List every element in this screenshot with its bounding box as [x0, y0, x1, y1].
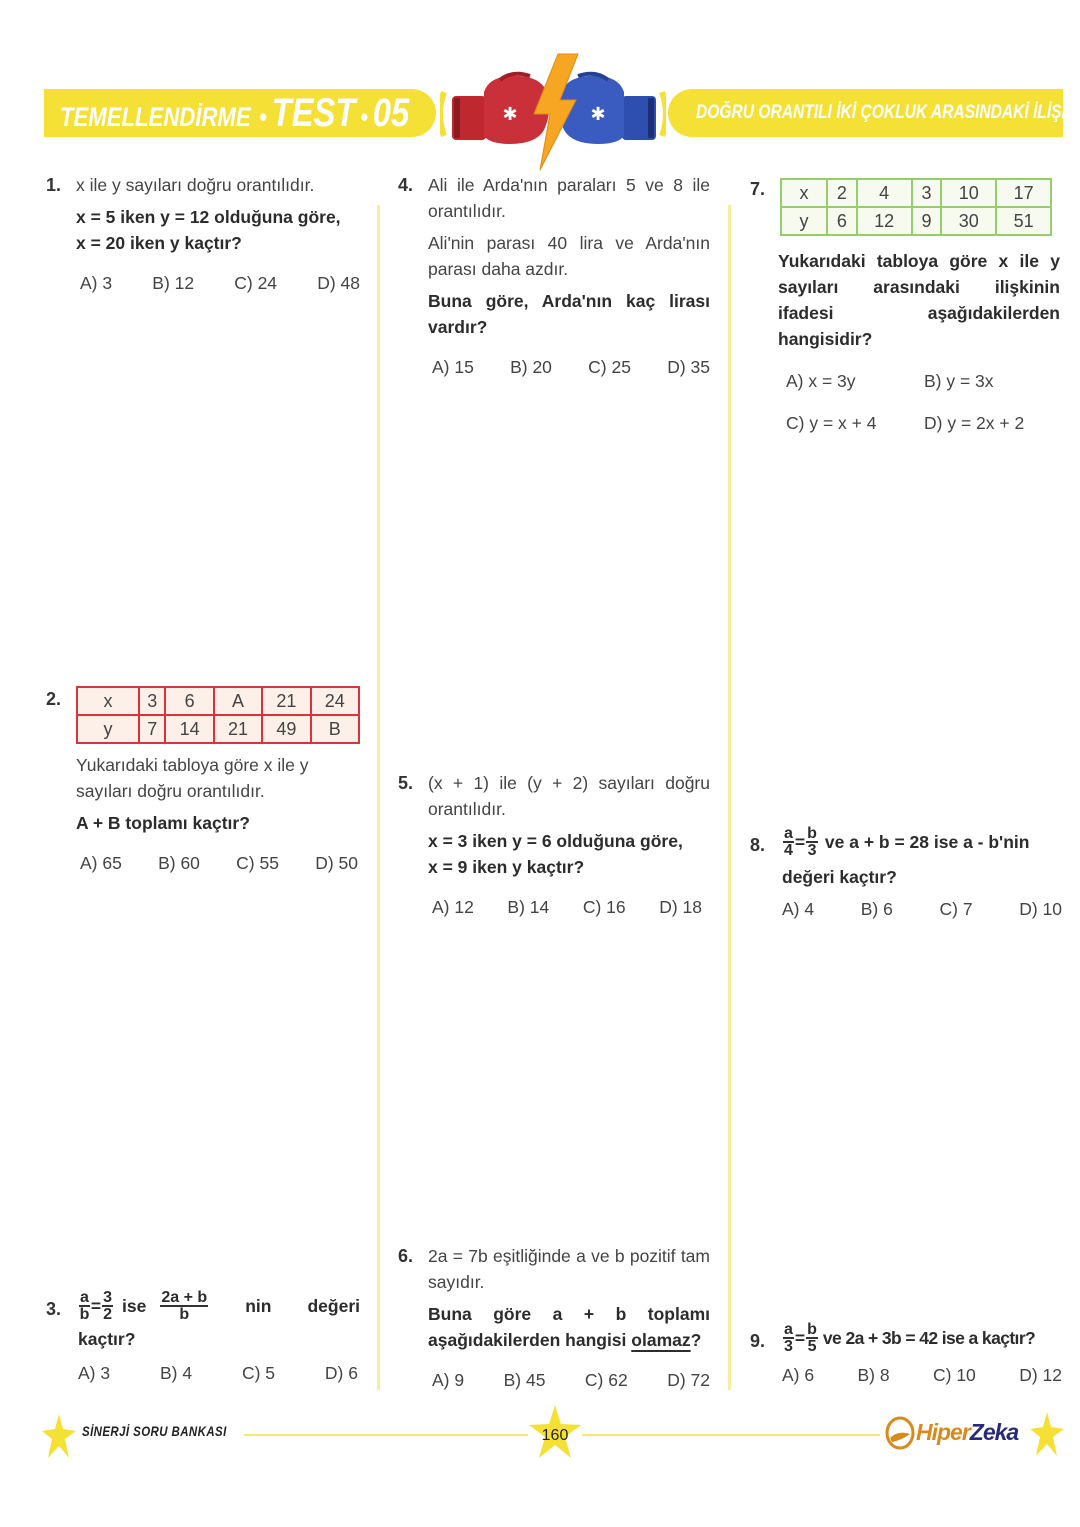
option-a[interactable]: A) 6: [782, 1365, 815, 1385]
table-cell: 51: [996, 207, 1051, 235]
answer-options: [786, 368, 1062, 436]
option-b[interactable]: B) 6: [860, 899, 893, 919]
test-title: TEMELLENDİRME • TEST • 05: [60, 90, 410, 135]
logo-text-hiper: Hiper: [916, 1418, 970, 1445]
option-d[interactable]: D) 48: [317, 273, 360, 293]
option-b[interactable]: B) 14: [507, 897, 550, 917]
question-6: [398, 1243, 710, 1393]
option-b[interactable]: B) 8: [857, 1365, 890, 1385]
table-cell: x: [781, 179, 827, 207]
emphasis-underlined: olamaz: [631, 1330, 691, 1350]
boxing-gloves-icon: [440, 52, 666, 172]
fraction: $\frac{a}{b}$: [79, 1289, 90, 1323]
option-b[interactable]: B) y = 3x: [924, 371, 994, 391]
table-row-x: [781, 179, 1051, 207]
footer-line: [582, 1434, 880, 1436]
option-c[interactable]: C) 24: [234, 273, 278, 293]
question-5: [398, 770, 710, 920]
table-cell: 9: [912, 207, 942, 235]
table-cell: x: [77, 687, 139, 715]
question-number: 8.: [750, 835, 766, 855]
question-2: [46, 686, 360, 876]
option-a[interactable]: A) 65: [80, 853, 122, 873]
table-row-y: [77, 715, 359, 743]
table-cell: y: [77, 715, 139, 743]
option-c[interactable]: C) 62: [584, 1370, 628, 1390]
prompt-line: x = 20 iken y kaçtır?: [76, 233, 242, 253]
answer-options: [428, 354, 710, 380]
value-table: [780, 178, 1052, 236]
option-d[interactable]: D) 35: [667, 357, 710, 377]
topic-title: DOĞRU ORANTILI İKİ ÇOKLUK ARASINDAKİ İLİŞKİ: [696, 102, 1078, 123]
option-d[interactable]: D) y = 2x + 2: [924, 413, 1025, 433]
table-cell: B: [311, 715, 359, 743]
option-a[interactable]: A) x = 3y: [786, 371, 856, 391]
question-prompt: $\frac{a}{4}$ = $\frac{b}{3}$ ve a + b = 28 ise a - b'nin: [784, 825, 1030, 859]
table-cell: 6: [165, 687, 213, 715]
question-number: 1.: [46, 175, 62, 195]
question-number: 7.: [750, 179, 766, 199]
option-c[interactable]: C) 16: [582, 897, 626, 917]
fraction: $\frac{a}{4}$: [784, 825, 793, 859]
prompt-line: değeri kaçtır?: [782, 867, 897, 887]
table-cell: 17: [996, 179, 1051, 207]
answer-options: [782, 1362, 1062, 1388]
column-divider: [728, 205, 731, 1390]
question-prompt: Buna göre a + b toplamı aşağıdakilerden hangisi olamaz?: [428, 1304, 710, 1350]
answer-options: [428, 894, 710, 920]
option-a[interactable]: A) 9: [432, 1370, 465, 1390]
prompt-line: x = 5 iken y = 12 olduğuna göre,: [76, 207, 341, 227]
test-number: 05: [372, 90, 410, 135]
answer-options: [782, 896, 1062, 922]
prompt-line: x = 9 iken y kaçtır?: [428, 857, 585, 877]
option-d[interactable]: D) 18: [659, 897, 702, 917]
question-text: 2a = 7b eşitliğinde a ve b pozitif tam sayıdır.: [428, 1246, 710, 1292]
option-a[interactable]: A) 3: [80, 273, 113, 293]
option-d[interactable]: D) 10: [1019, 899, 1062, 919]
test-label: TEST: [271, 90, 356, 135]
question-prompt: [428, 828, 710, 880]
footer-brand: SİNERJİ SORU BANKASI: [82, 1423, 227, 1439]
question-prompt: Buna göre, Arda'nın kaç lirası vardır?: [428, 291, 710, 337]
table-cell: 6: [827, 207, 857, 235]
table-cell: 49: [262, 715, 310, 743]
page-number: [528, 1405, 582, 1459]
question-9: [750, 1322, 1062, 1388]
egg-logo-icon: [884, 1414, 916, 1450]
table-cell: 14: [165, 715, 213, 743]
question-number: 9.: [750, 1331, 766, 1351]
table-cell: y: [781, 207, 827, 235]
option-a[interactable]: A) 15: [432, 357, 474, 377]
table-cell: 3: [139, 687, 165, 715]
answer-options: [428, 1367, 710, 1393]
star-icon: [42, 1414, 76, 1458]
table-row-x: [77, 687, 359, 715]
option-b[interactable]: B) 45: [503, 1370, 546, 1390]
option-b[interactable]: B) 12: [152, 273, 195, 293]
logo-text-zeka: Zeka: [969, 1418, 1019, 1445]
fraction: $\frac{3}{2}$: [103, 1289, 113, 1323]
question-7: [750, 176, 1062, 436]
option-c[interactable]: C) 10: [933, 1365, 976, 1385]
option-d[interactable]: D) 12: [1019, 1365, 1062, 1385]
fraction: $\frac{2a + b}{b}$: [161, 1289, 208, 1323]
option-d[interactable]: D) 6: [324, 1363, 358, 1383]
fraction: $\frac{b}{5}$: [807, 1321, 817, 1355]
question-text: (x + 1) ile (y + 2) sayıları doğru orantılıdır.: [428, 773, 710, 819]
option-a[interactable]: A) 4: [782, 899, 815, 919]
table-cell: 3: [912, 179, 942, 207]
table-cell: 12: [857, 207, 912, 235]
answer-options: [76, 850, 358, 876]
header-banner-right: [668, 89, 1078, 137]
table-cell: 2: [827, 179, 857, 207]
option-d[interactable]: D) 50: [315, 853, 358, 873]
answer-options: [78, 1360, 360, 1386]
question-text: Ali'nin parası 40 lira ve Arda'nın parası daha azdır.: [428, 233, 710, 279]
question-number: 2.: [46, 689, 62, 709]
option-b[interactable]: B) 4: [159, 1363, 193, 1383]
svg-text:✱: ✱: [590, 104, 606, 125]
question-prompt: $\frac{a}{3}$ = $\frac{b}{5}$ ve 2a + 3b = 42 ise a kaçtır?: [784, 1321, 1036, 1355]
option-d[interactable]: D) 72: [667, 1370, 710, 1390]
option-c[interactable]: C) 25: [588, 357, 631, 377]
star-icon: [1030, 1412, 1064, 1456]
value-table: [76, 686, 360, 744]
question-number: 4.: [398, 175, 414, 195]
fraction: $\frac{a}{3}$: [784, 1321, 793, 1355]
question-text: Yukarıdaki tabloya göre x ile y sayıları doğru orantılıdır.: [76, 755, 309, 801]
table-cell: 21: [262, 687, 310, 715]
option-b[interactable]: B) 20: [510, 357, 552, 377]
fraction: $\frac{b}{3}$: [807, 825, 817, 859]
table-cell: 10: [941, 179, 996, 207]
question-number: 3.: [46, 1299, 62, 1319]
table-cell: 24: [311, 687, 359, 715]
option-c[interactable]: C) 7: [939, 899, 973, 919]
option-c[interactable]: C) 5: [241, 1363, 276, 1383]
prompt-line: x = 3 iken y = 6 olduğuna göre,: [428, 831, 683, 851]
table-row-y: [781, 207, 1051, 235]
svg-text:✱: ✱: [502, 104, 518, 125]
answer-options: [76, 270, 360, 296]
table-cell: 4: [857, 179, 912, 207]
question-prompt: A + B toplamı kaçtır?: [76, 813, 250, 833]
table-cell: 30: [941, 207, 996, 235]
option-c[interactable]: C) 55: [236, 853, 279, 873]
option-a[interactable]: A) 12: [432, 897, 474, 917]
section-label: TEMELLENDİRME: [60, 101, 251, 132]
question-prompt: Yukarıdaki tabloya göre x ile y sayıları arasındaki ilişkinin ifadesi aşağıdakilerden hangisidir?: [778, 251, 1060, 349]
publisher-logo: [884, 1414, 1018, 1450]
page-number-text: 160: [541, 1427, 569, 1444]
question-3: [46, 1290, 360, 1386]
question-1: [46, 172, 360, 296]
question-prompt: [76, 204, 360, 256]
question-prompt: $\frac{a}{b}$ = $\frac{3}{2}$ ise $\frac{2a + b}{b}$ nin değeri: [79, 1289, 360, 1323]
table-cell: 21: [214, 715, 262, 743]
option-c[interactable]: C) y = x + 4: [786, 413, 877, 433]
table-cell: 7: [139, 715, 165, 743]
question-text: Ali ile Arda'nın paraları 5 ve 8 ile orantılıdır.: [428, 175, 710, 221]
question-number: 5.: [398, 773, 414, 793]
footer-line: [244, 1434, 528, 1436]
question-4: [398, 172, 710, 380]
option-b[interactable]: B) 60: [158, 853, 200, 873]
question-number: 6.: [398, 1246, 414, 1266]
column-divider: [377, 205, 380, 1390]
option-a[interactable]: A) 3: [78, 1363, 111, 1383]
prompt-line: kaçtır?: [78, 1329, 136, 1349]
table-cell: A: [214, 687, 262, 715]
question-8: [750, 826, 1062, 922]
question-text: x ile y sayıları doğru orantılıdır.: [76, 175, 315, 195]
header-banner-left: [44, 89, 436, 137]
